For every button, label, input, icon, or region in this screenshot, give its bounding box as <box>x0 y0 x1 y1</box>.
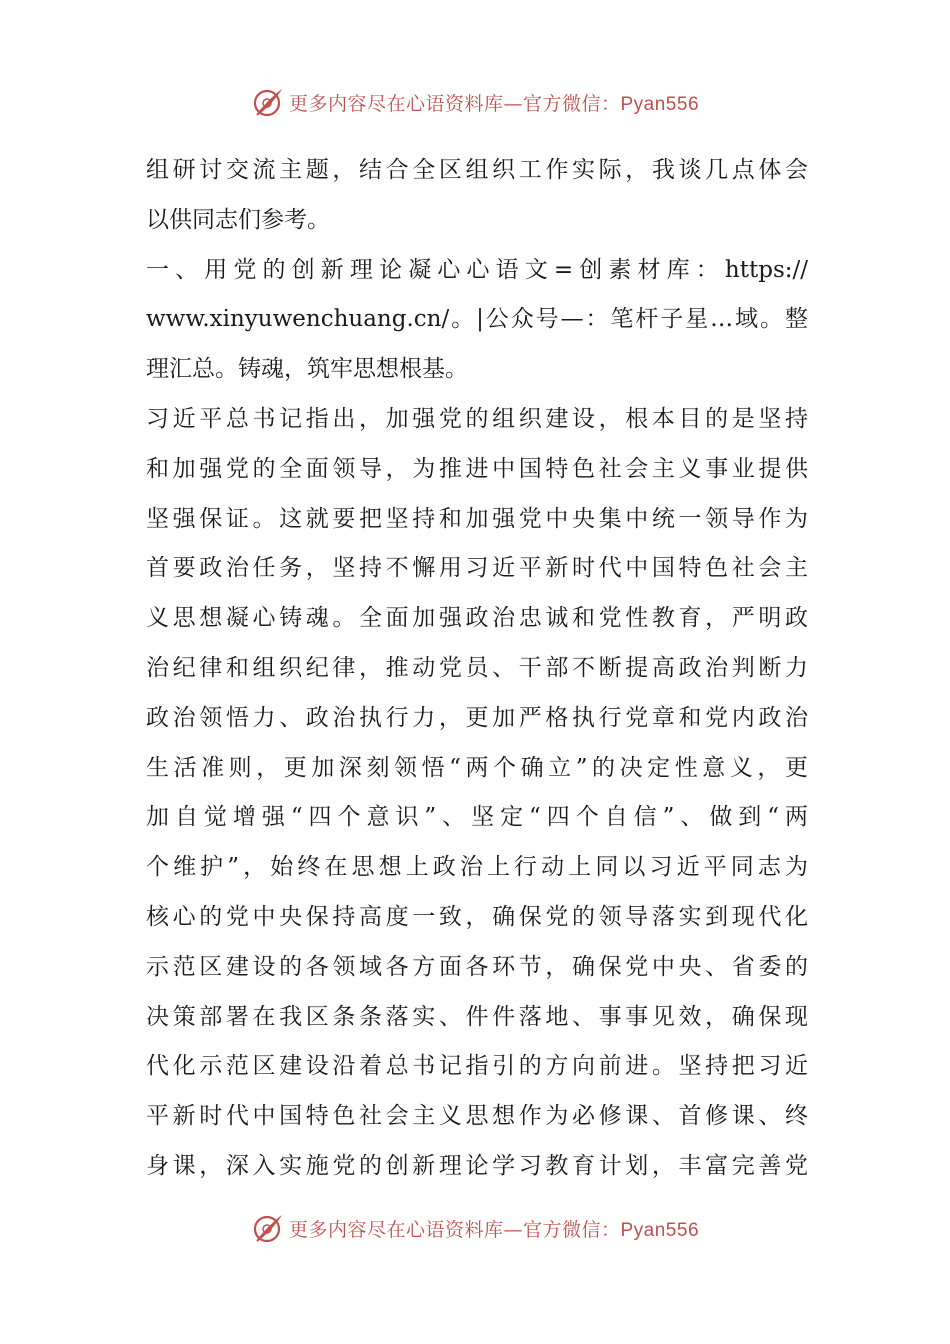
footer-banner <box>0 1208 950 1248</box>
header-banner-wechat-id: Pyan556 <box>620 93 700 115</box>
header-banner-text <box>289 89 699 116</box>
body-line: 和加强党的全面领导，为推进中国特色社会主义事业提供 <box>146 455 808 482</box>
body-line: 代化示范区建设沿着总书记指引的方向前进。坚持把习近 <box>146 1053 808 1080</box>
body-line: 习近平总书记指出，加强党的组织建设，根本目的是坚持 <box>146 405 808 432</box>
footer-banner-separator: — <box>503 1218 523 1241</box>
footer-banner-title: 更多内容尽在心语资料库 <box>288 1218 504 1241</box>
body-line: 首要政治任务，坚持不懈用习近平新时代中国特色社会主 <box>146 555 808 582</box>
document-body <box>146 146 808 1192</box>
body-line: 组研讨交流主题，结合全区组织工作实际，我谈几点体会 <box>146 157 808 183</box>
body-line: 决策部署在我区条条落实、件件落地、事事见效，确保现 <box>146 1003 808 1030</box>
body-line: 身课，深入实施党的创新理论学习教育计划，丰富完善党 <box>146 1152 808 1179</box>
footer-banner-official: 官方微信： <box>522 1218 621 1241</box>
body-line: www.xinyuwenchuang.cn/。|公众号—：笔杆子星…域。整 <box>146 306 808 333</box>
quill-logo-icon <box>251 1211 285 1245</box>
header-banner-title: 更多内容尽在心语资料库 <box>288 92 504 115</box>
body-line: 以供同志们参考。 <box>146 206 330 233</box>
footer-banner-text <box>289 1215 699 1242</box>
body-line: 理汇总。铸魂，筑牢思想根基。 <box>146 356 468 383</box>
body-line: 平新时代中国特色社会主义思想作为必修课、首修课、终 <box>146 1103 808 1130</box>
body-line: 个维护”，始终在思想上政治上行动上同以习近平同志为 <box>146 854 808 881</box>
body-line: 核心的党中央保持高度一致，确保党的领导落实到现代化 <box>146 903 808 930</box>
header-banner <box>0 82 950 122</box>
body-line: 坚强保证。这就要把坚持和加强党中央集中统一领导作为 <box>146 505 808 532</box>
body-line: 治纪律和组织纪律，推动党员、干部不断提高政治判断力 <box>146 654 808 681</box>
body-line: 政治领悟力、政治执行力，更加严格执行党章和党内政治 <box>146 704 808 731</box>
body-line: 义思想凝心铸魂。全面加强政治忠诚和党性教育，严明政 <box>146 605 808 632</box>
body-line: 示范区建设的各领域各方面各环节，确保党中央、省委的 <box>146 953 808 980</box>
body-line: 加自觉增强“四个意识”、坚定“四个自信”、做到“两 <box>146 804 808 831</box>
body-line: 生活准则，更加深刻领悟“两个确立”的决定性意义，更 <box>146 754 808 781</box>
quill-logo-icon <box>251 85 285 119</box>
body-line: 一、用党的创新理论凝心心语文=创素材库：https:// <box>146 256 808 283</box>
footer-banner-wechat-id: Pyan556 <box>620 1219 700 1241</box>
header-banner-separator: — <box>503 92 523 115</box>
header-banner-official: 官方微信： <box>522 92 621 115</box>
